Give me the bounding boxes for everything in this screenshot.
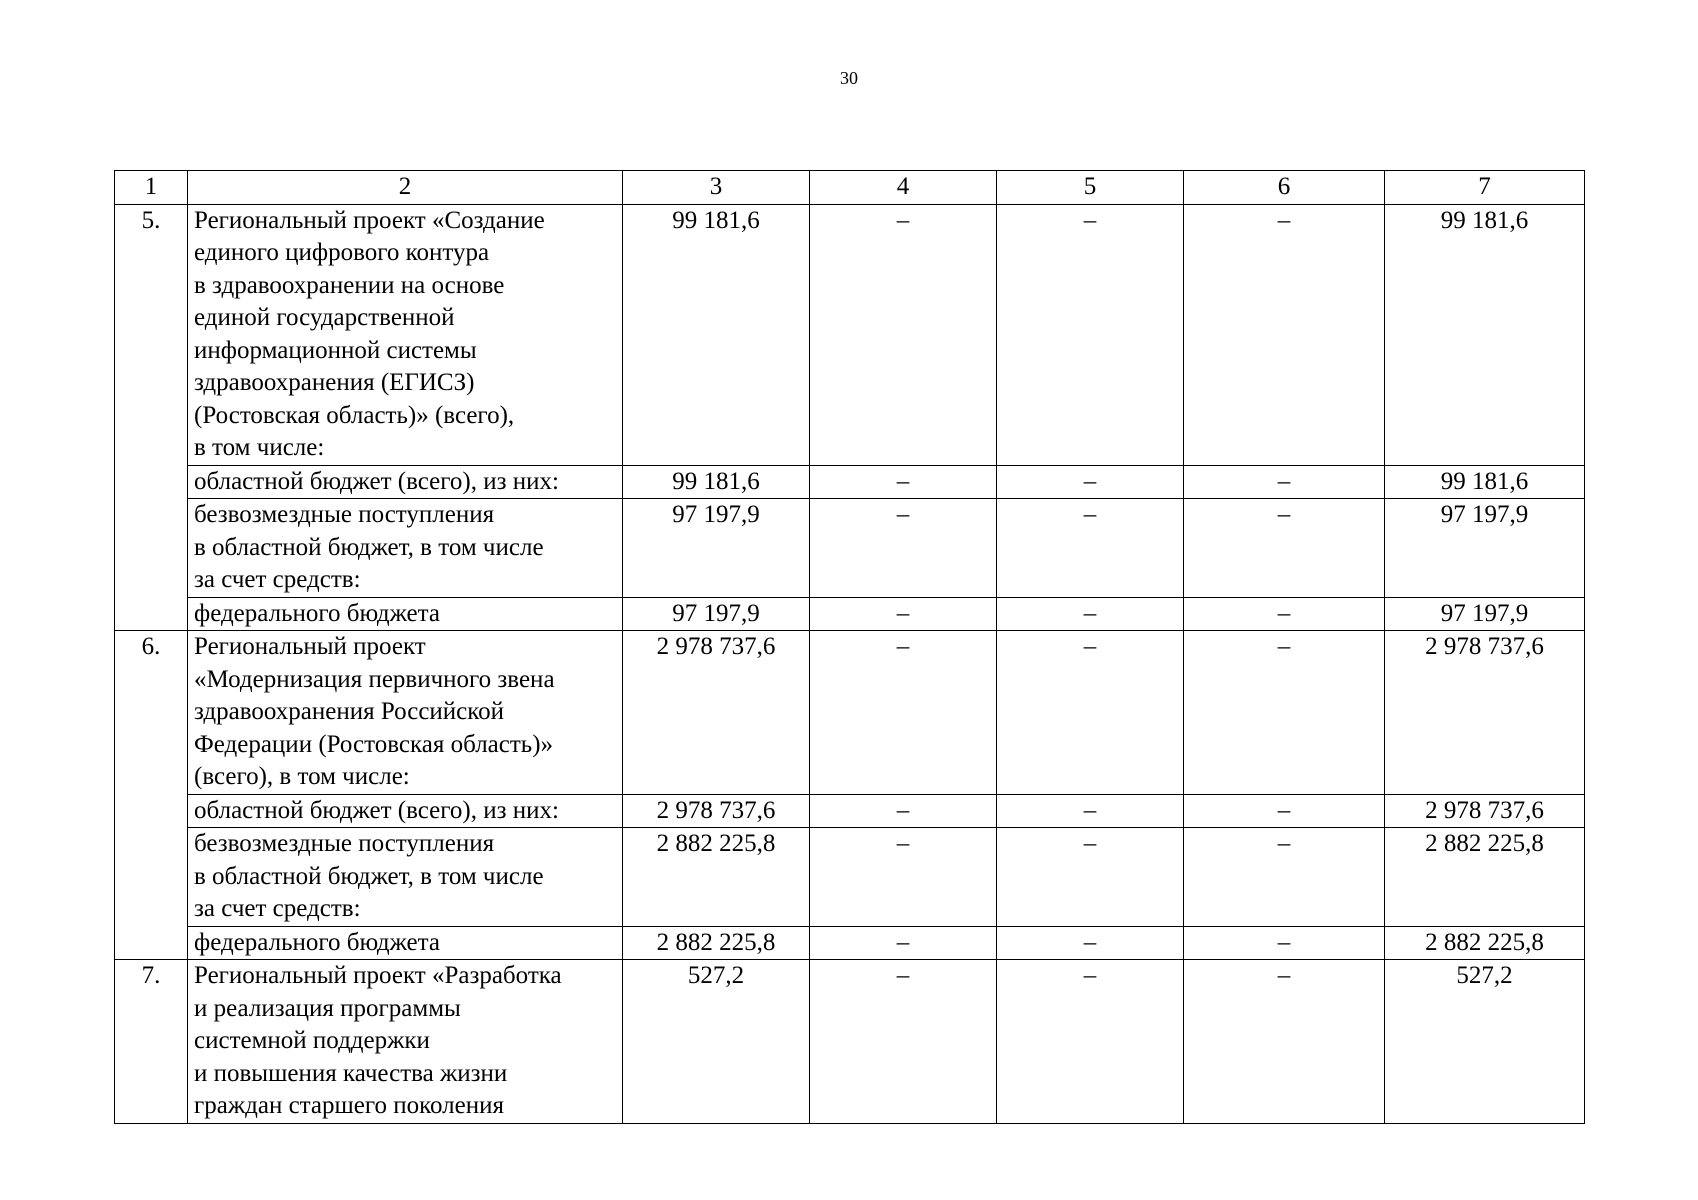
row-name: областной бюджет (всего), из них: — [188, 465, 623, 499]
value-cell-column-5: – — [997, 597, 1184, 631]
row-number: 6. — [115, 631, 188, 960]
value-cell-column-5: – — [997, 204, 1184, 465]
value-cell-column-5: – — [997, 499, 1184, 598]
value-cell-column-4: – — [810, 960, 997, 1124]
row-number: 5. — [115, 204, 188, 631]
table-row — [115, 794, 1585, 828]
value-cell-column-6: – — [1184, 499, 1385, 598]
row-name: Региональный проект «Модернизация первичного звена здравоохранения Российской Федерации (Ростовская область)» (всего), в том числе: — [188, 631, 623, 795]
value-cell-column-5: – — [997, 926, 1184, 960]
value-cell-column-6: – — [1184, 465, 1385, 499]
budget-table — [114, 170, 1585, 1124]
row-name: федерального бюджета — [188, 597, 623, 631]
value-cell-column-4: – — [810, 499, 997, 598]
value-cell-column-3: 527,2 — [623, 960, 810, 1124]
value-cell-column-7: 2 882 225,8 — [1385, 926, 1585, 960]
table-header-row — [115, 171, 1585, 205]
table-row — [115, 828, 1585, 927]
value-cell-column-7: 2 978 737,6 — [1385, 631, 1585, 795]
value-cell-column-4: – — [810, 828, 997, 927]
value-cell-column-5: – — [997, 828, 1184, 927]
row-name: областной бюджет (всего), из них: — [188, 794, 623, 828]
table-row — [115, 926, 1585, 960]
column-number-5: 5 — [997, 171, 1184, 205]
value-cell-column-7: 99 181,6 — [1385, 465, 1585, 499]
value-cell-column-4: – — [810, 597, 997, 631]
value-cell-column-6: – — [1184, 926, 1385, 960]
value-cell-column-6: – — [1184, 631, 1385, 795]
value-cell-column-3: 2 882 225,8 — [623, 828, 810, 927]
value-cell-column-3: 99 181,6 — [623, 204, 810, 465]
table-row — [115, 597, 1585, 631]
value-cell-column-3: 97 197,9 — [623, 499, 810, 598]
value-cell-column-3: 2 978 737,6 — [623, 794, 810, 828]
page-number: 30 — [840, 68, 858, 88]
column-number-7: 7 — [1385, 171, 1585, 205]
table-row — [115, 204, 1585, 465]
value-cell-column-7: 2 978 737,6 — [1385, 794, 1585, 828]
value-cell-column-5: – — [997, 960, 1184, 1124]
row-name: федерального бюджета — [188, 926, 623, 960]
table-row — [115, 499, 1585, 598]
row-name: безвозмездные поступления в областной бюджет, в том числе за счет средств: — [188, 828, 623, 927]
value-cell-column-6: – — [1184, 960, 1385, 1124]
value-cell-column-6: – — [1184, 597, 1385, 631]
value-cell-column-5: – — [997, 794, 1184, 828]
value-cell-column-4: – — [810, 631, 997, 795]
value-cell-column-7: 2 882 225,8 — [1385, 828, 1585, 927]
table-row — [115, 960, 1585, 1124]
row-name: безвозмездные поступления в областной бюджет, в том числе за счет средств: — [188, 499, 623, 598]
value-cell-column-3: 2 978 737,6 — [623, 631, 810, 795]
table-row — [115, 631, 1585, 795]
value-cell-column-6: – — [1184, 828, 1385, 927]
column-number-4: 4 — [810, 171, 997, 205]
value-cell-column-7: 97 197,9 — [1385, 499, 1585, 598]
value-cell-column-6: – — [1184, 204, 1385, 465]
value-cell-column-3: 99 181,6 — [623, 465, 810, 499]
value-cell-column-3: 97 197,9 — [623, 597, 810, 631]
row-number: 7. — [115, 960, 188, 1124]
value-cell-column-5: – — [997, 631, 1184, 795]
column-number-6: 6 — [1184, 171, 1385, 205]
column-number-2: 2 — [188, 171, 623, 205]
value-cell-column-6: – — [1184, 794, 1385, 828]
table-row — [115, 465, 1585, 499]
row-name: Региональный проект «Разработка и реализация программы системной поддержки и повышения качества жизни граждан старшего поколения — [188, 960, 623, 1124]
value-cell-column-7: 527,2 — [1385, 960, 1585, 1124]
value-cell-column-7: 97 197,9 — [1385, 597, 1585, 631]
value-cell-column-4: – — [810, 926, 997, 960]
value-cell-column-5: – — [997, 465, 1184, 499]
column-number-3: 3 — [623, 171, 810, 205]
column-number-1: 1 — [115, 171, 188, 205]
value-cell-column-4: – — [810, 794, 997, 828]
row-name: Региональный проект «Создание единого цифрового контура в здравоохранении на основе единой государственной информационной системы здравоохранения (ЕГИСЗ) (Ростовская область)» (всего), в том числе: — [188, 204, 623, 465]
value-cell-column-4: – — [810, 465, 997, 499]
value-cell-column-3: 2 882 225,8 — [623, 926, 810, 960]
value-cell-column-4: – — [810, 204, 997, 465]
value-cell-column-7: 99 181,6 — [1385, 204, 1585, 465]
